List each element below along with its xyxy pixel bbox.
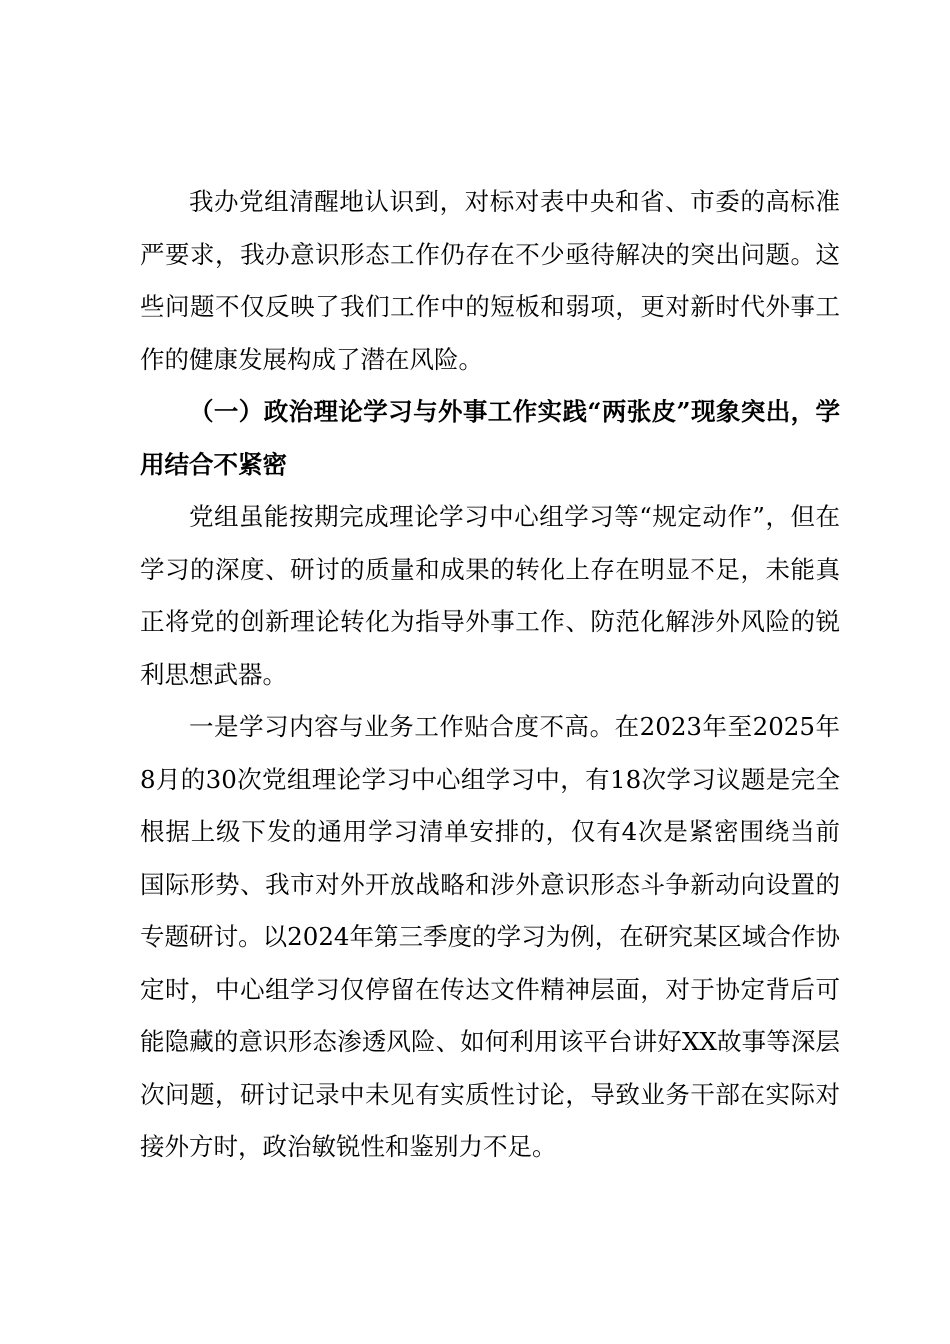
paragraph-intro: 我办党组清醒地认识到，对标对表中央和省、市委的高标准严要求，我办意识形态工作仍存在不少亟待解决的突出问题。这些问题不仅反映了我们工作中的短板和弱项，更对新时代外事工作的健康发展构成了潜在风险。 [140, 187, 840, 374]
paragraph-section-1-summary: 党组虽能按期完成理论学习中心组学习等“规定动作”，但在学习的深度、研讨的质量和成果的转化上存在明显不足，未能真正将党的创新理论转化为指导外事工作、防范化解涉外风险的锐利思想武器。 [140, 502, 840, 689]
section-heading-1: （一）政治理论学习与外事工作实践“两张皮”现象突出，学用结合不紧密 [140, 397, 840, 479]
document-body [140, 176, 840, 1174]
paragraph-point-1: 一是学习内容与业务工作贴合度不高。在2023年至2025年8月的30次党组理论学习中心组学习中，有18次学习议题是完全根据上级下发的通用学习清单安排的，仅有4次是紧密围绕当前国际形势、我市对外开放战略和涉外意识形态斗争新动向设置的专题研讨。以2024年第三季度的学习为例，在研究某区域合作协定时，中心组学习仅停留在传达文件精神层面，对于协定背后可能隐藏的意识形态渗透风险、如何利用该平台讲好XX故事等深层次问题，研讨记录中未见有实质性讨论，导致业务干部在实际对接外方时，政治敏锐性和鉴别力不足。 [140, 712, 840, 1161]
